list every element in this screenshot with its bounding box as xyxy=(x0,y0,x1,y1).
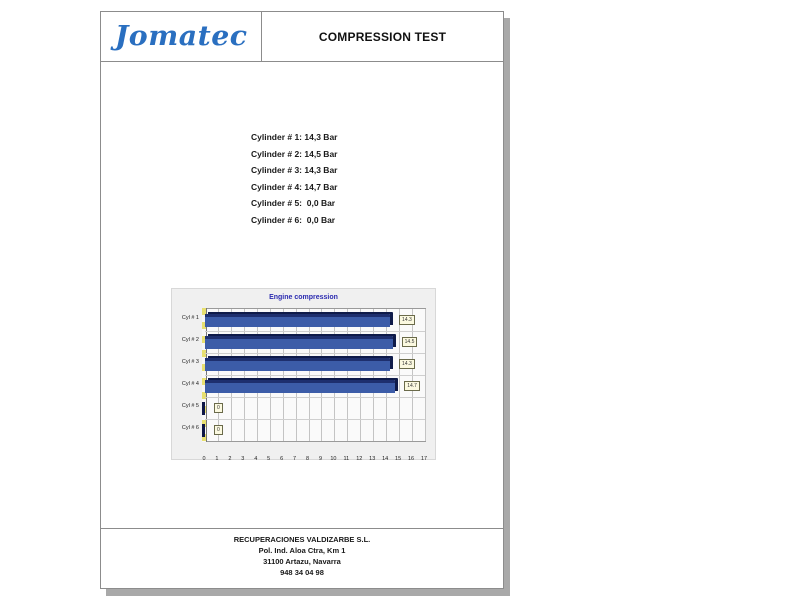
cylinder-value: 14,3 Bar xyxy=(304,165,338,176)
engine-compression-chart xyxy=(171,288,436,460)
cylinder-result xyxy=(251,162,338,179)
x-tick-label: 12 xyxy=(356,456,363,462)
report-footer xyxy=(101,534,503,578)
cylinder-label: Cylinder # 5: xyxy=(251,198,303,209)
cylinder-label: Cylinder # 3: xyxy=(251,165,303,176)
x-tick-label: 10 xyxy=(330,456,337,462)
x-tick-label: 16 xyxy=(407,456,415,462)
category-label: Cyl # 2 xyxy=(181,337,199,343)
x-tick-label: 6 xyxy=(280,456,284,462)
cylinder-value: 14,7 Bar xyxy=(304,181,338,192)
value-label: 14.3 xyxy=(399,359,415,369)
grid-line xyxy=(205,331,425,332)
grid-line xyxy=(205,419,425,420)
x-tick-label: 0 xyxy=(202,456,206,462)
grid-line xyxy=(205,397,425,398)
footer-address: Pol. Ind. Aloa Ctra, Km 1 xyxy=(258,546,346,555)
value-label: 0 xyxy=(214,403,223,413)
category-label: Cyl # 6 xyxy=(181,425,199,431)
x-tick-label: 11 xyxy=(343,456,350,462)
bar xyxy=(205,380,395,393)
bar-zero xyxy=(202,424,205,437)
cylinder-result xyxy=(251,195,338,212)
x-tick-label: 5 xyxy=(267,456,271,462)
bar-zero xyxy=(202,402,205,415)
bar xyxy=(205,358,390,371)
footer-divider xyxy=(101,528,503,529)
grid-line xyxy=(205,375,425,376)
cylinder-label: Cylinder # 6: xyxy=(251,214,303,225)
company-logo: Jomatec xyxy=(114,21,248,52)
value-label: 14.3 xyxy=(399,315,415,325)
cylinder-label: Cylinder # 2: xyxy=(251,148,303,159)
cylinder-value: 0,0 Bar xyxy=(304,198,336,209)
grid-line xyxy=(425,309,426,441)
cylinder-label: Cylinder # 4: xyxy=(251,181,303,192)
cylinder-value: 14,5 Bar xyxy=(304,148,338,159)
bar xyxy=(205,314,390,327)
category-label: Cyl # 4 xyxy=(181,381,199,387)
x-tick-label: 9 xyxy=(318,456,322,462)
cylinder-label: Cylinder # 1: xyxy=(251,132,303,142)
bar xyxy=(205,336,393,349)
x-tick-label: 2 xyxy=(228,456,232,462)
x-tick-label: 8 xyxy=(305,456,310,462)
cylinder-result xyxy=(251,146,338,163)
chart-plot-area xyxy=(204,308,426,442)
x-tick-label: 3 xyxy=(241,456,245,462)
x-tick-label: 17 xyxy=(420,456,428,462)
cylinder-value: 0,0 Bar xyxy=(304,214,336,225)
cylinder-result xyxy=(251,212,338,229)
title-cell xyxy=(262,12,503,61)
grid-line xyxy=(205,353,425,354)
cylinder-value: 14,3 Bar xyxy=(304,132,338,142)
x-tick-label: 1 xyxy=(215,456,219,462)
chart-title: Engine compression xyxy=(269,294,338,301)
cylinder-results xyxy=(251,129,338,229)
footer-city: 31100 Artazu, Navarra xyxy=(263,557,341,566)
category-label: Cyl # 3 xyxy=(181,359,199,365)
category-label: Cyl # 5 xyxy=(181,403,199,409)
cylinder-result xyxy=(251,129,338,146)
footer-phone: 948 34 04 98 xyxy=(280,568,324,577)
value-label: 0 xyxy=(214,425,223,435)
report-title: COMPRESSION TEST xyxy=(318,29,447,44)
cylinder-result xyxy=(251,179,338,196)
value-label: 14.5 xyxy=(402,337,418,347)
report-page xyxy=(100,11,504,589)
report-header xyxy=(101,12,503,62)
category-label: Cyl # 1 xyxy=(181,315,199,321)
value-label: 14.7 xyxy=(404,381,420,391)
logo-cell xyxy=(101,12,262,61)
x-tick-label: 15 xyxy=(395,456,402,462)
x-tick-label: 4 xyxy=(254,456,258,462)
x-tick-label: 7 xyxy=(293,456,297,462)
x-tick-label: 14 xyxy=(382,456,389,462)
footer-company: RECUPERACIONES VALDIZARBE S.L. xyxy=(233,535,371,544)
x-tick-label: 13 xyxy=(369,456,376,462)
